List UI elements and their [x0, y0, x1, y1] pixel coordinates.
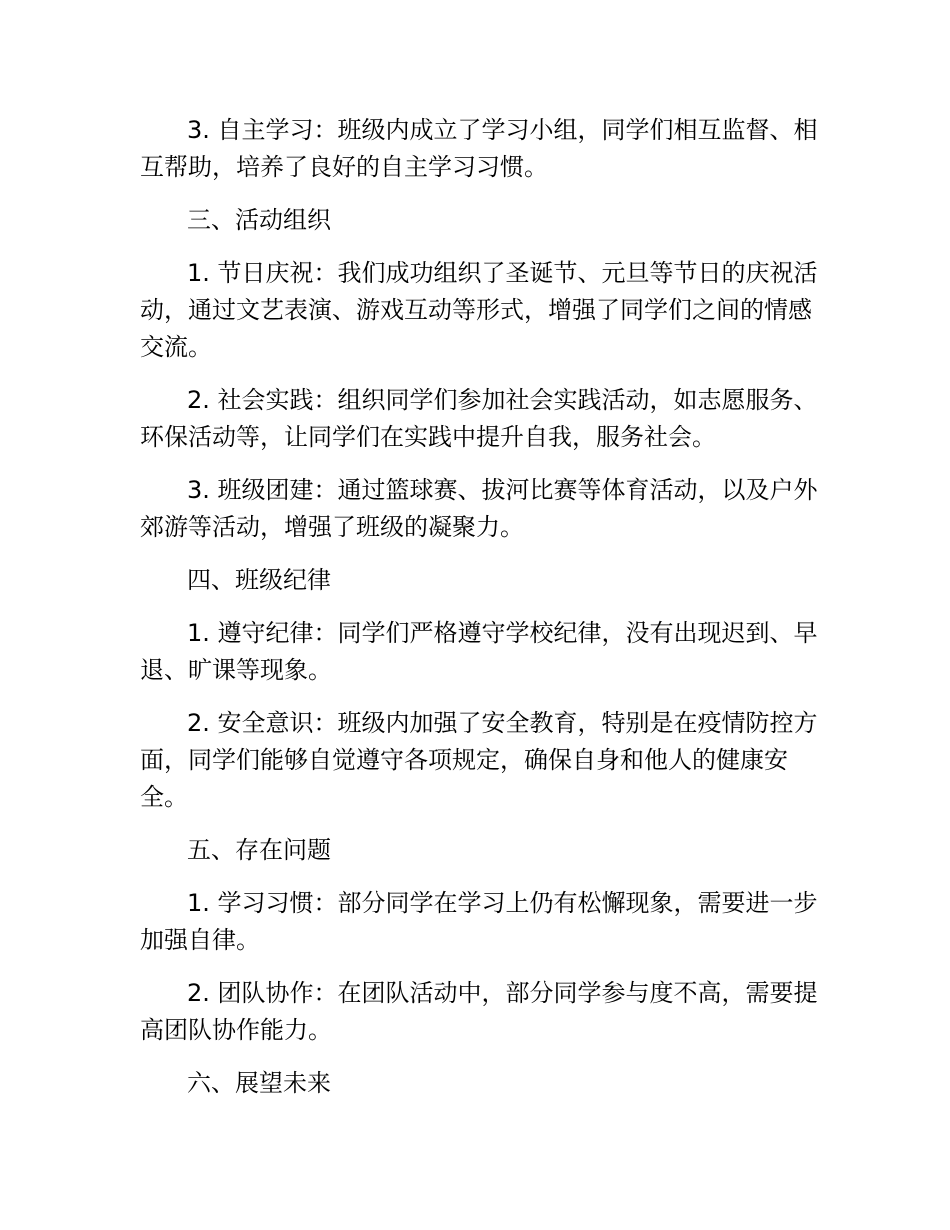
paragraph-teamwork: 2. 团队协作：在团队活动中，部分同学参与度不高，需要提高团队协作能力。 — [140, 979, 818, 1044]
paragraph-social-practice: 2. 社会实践：组织同学们参加社会实践活动，如志愿服务、环保活动等，让同学们在实践中提升自我，服务社会。 — [140, 386, 818, 451]
paragraph-follow-discipline: 1. 遵守纪律：同学们严格遵守学校纪律，没有出现迟到、早退、旷课等现象。 — [140, 619, 818, 684]
document-body — [140, 112, 820, 1118]
paragraph-holiday-celebration: 1. 节日庆祝：我们成功组织了圣诞节、元旦等节日的庆祝活动，通过文艺表演、游戏互动等形式，增强了同学们之间的情感交流。 — [140, 259, 818, 361]
section-heading-activities: 三、活动组织 — [187, 206, 331, 234]
paragraph-study-self-learning: 3. 自主学习：班级内成立了学习小组，同学们相互监督、相互帮助，培养了良好的自主学习习惯。 — [140, 116, 818, 181]
section-heading-outlook: 六、展望未来 — [187, 1069, 331, 1097]
paragraph-class-team-building: 3. 班级团建：通过篮球赛、拔河比赛等体育活动，以及户外郊游等活动，增强了班级的凝聚力。 — [140, 476, 818, 541]
section-heading-discipline: 四、班级纪律 — [187, 566, 331, 594]
paragraph-study-habits: 1. 学习习惯：部分同学在学习上仍有松懈现象，需要进一步加强自律。 — [140, 889, 818, 954]
section-heading-problems: 五、存在问题 — [187, 836, 331, 864]
paragraph-safety-awareness: 2. 安全意识：班级内加强了安全教育，特别是在疫情防控方面，同学们能够自觉遵守各项规定，确保自身和他人的健康安全。 — [140, 709, 818, 811]
